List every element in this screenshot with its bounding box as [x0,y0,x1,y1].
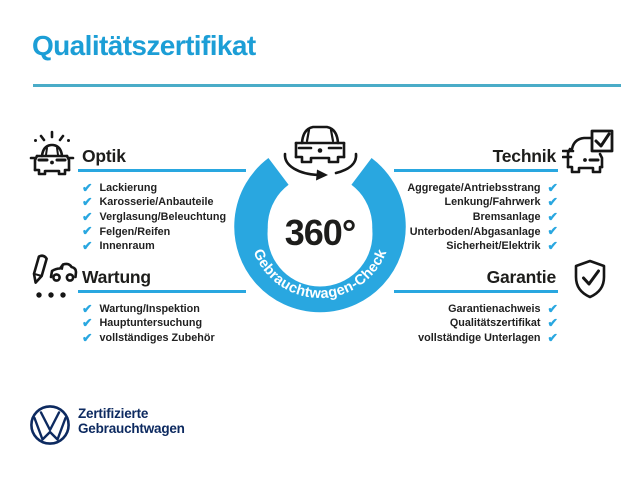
heading-rule-optik [78,169,246,172]
check-icon: ✔ [547,195,558,210]
check-item-label: Wartung/Inspektion [99,302,200,315]
check-item-label: Garantienachweis [448,302,541,315]
car-360-rotation-icon [272,121,368,187]
check-item-label: Innenraum [99,240,155,253]
brand-line2: Gebrauchtwagen [78,421,185,436]
technik-checklist [394,181,558,254]
check-item-label: Hauptuntersuchung [99,317,203,330]
check-item-label: vollständige Unterlagen [418,332,541,345]
garantie-checklist [394,302,558,346]
check-icon: ✔ [547,316,558,331]
check-icon: ✔ [82,301,93,316]
check-item [82,181,246,196]
check-item-label: Lenkung/Fahrwerk [444,196,541,209]
title-divider [33,84,621,87]
check-icon: ✔ [547,301,558,316]
check-item [394,181,558,196]
check-icon: ✔ [82,224,93,239]
check-item [394,331,558,346]
heading-rule-technik [394,169,558,172]
vw-logo [29,404,71,446]
brand-text [78,406,185,436]
check-item-label: Aggregate/Antriebsstrang [407,181,541,194]
check-item [82,302,246,317]
check-item-label: Lackierung [99,181,158,194]
check-item [394,224,558,239]
car-front-shine-icon [28,129,76,177]
check-icon: ✔ [82,209,93,224]
check-icon: ✔ [547,209,558,224]
check-item-label: Felgen/Reifen [99,225,171,238]
check-item [394,302,558,317]
check-item-label: Verglasung/Beleuchtung [99,211,227,224]
badge-ring-label: Gebrauchtwagen-Check [249,246,391,303]
section-technik [394,146,558,254]
car-checkbox-icon [562,129,616,179]
check-icon: ✔ [547,330,558,345]
page-title: Qualitätszertifikat [32,30,256,61]
check-item [82,195,246,210]
section-wartung [78,267,246,345]
section-heading-garantie: Garantie [486,267,556,287]
check-item-label: Sicherheit/Elektrik [446,240,541,253]
section-garantie [394,267,558,345]
check-icon: ✔ [82,195,93,210]
check-item [394,239,558,254]
heading-rule-garantie [394,290,558,293]
check-icon: ✔ [547,180,558,195]
section-heading-optik: Optik [82,146,126,166]
check-item-label: Qualitätszertifikat [449,317,541,330]
check-icon: ✔ [82,239,93,254]
heading-rule-wartung [78,290,246,293]
pencil-car-service-icon [26,253,78,301]
check-item-label: vollständiges Zubehör [99,332,215,345]
check-item-label: Bremsanlage [472,211,541,224]
check-icon: ✔ [82,316,93,331]
check-icon: ✔ [82,180,93,195]
section-heading-technik: Technik [492,146,556,166]
check-icon: ✔ [547,224,558,239]
check-icon: ✔ [82,330,93,345]
wartung-checklist [78,302,246,346]
check-item [82,210,246,225]
check-item-label: Unterboden/Abgasanlage [409,225,541,238]
check-icon: ✔ [547,239,558,254]
shield-check-icon [573,259,607,299]
check-item-label: Karosserie/Anbauteile [99,196,214,209]
section-optik [78,146,246,254]
check-item [82,316,246,331]
section-heading-wartung: Wartung [82,267,151,287]
brand-line1: Zertifizierte [78,406,149,421]
check-item [82,224,246,239]
check-item [394,210,558,225]
check-item [394,195,558,210]
optik-checklist [78,181,246,254]
check-item [82,239,246,254]
check-item [394,316,558,331]
badge-center-label: 360° [284,212,356,253]
check-item [82,331,246,346]
